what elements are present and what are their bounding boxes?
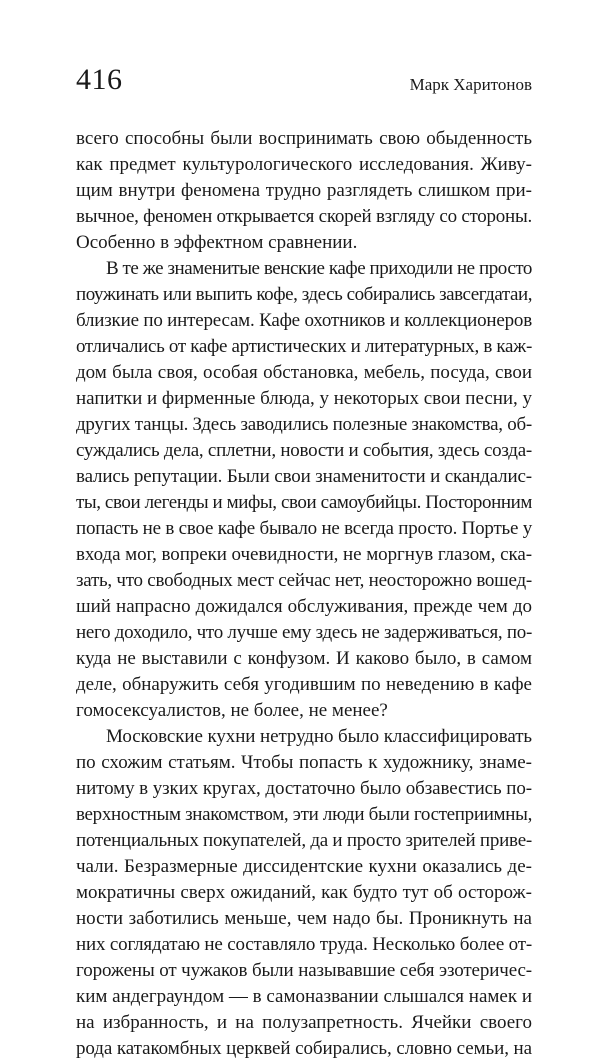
text-line: гомосексуалистов, не более, не менее? [76,700,388,721]
body-text [76,126,532,1062]
text-line: мократичны сверх ожиданий, как будто тут об осторож- [76,882,532,903]
text-line: потенциальных покупателей, да и просто зрителей привe- [76,830,532,851]
text-line: него доходило, что лучше ему здесь не задерживаться, по- [76,622,532,643]
text-line: ты, свои легенды и мифы, свои самоубийцы. Посторонним [76,492,533,513]
text-line: ший напрасно дожидался обслуживания, прежде чем до [76,596,532,617]
paragraph [76,724,532,1062]
text-line: чали. Безразмерные диссидентские кухни оказались де- [76,856,532,877]
text-line: попасть не в свое кафе бывало не всегда просто. Портье у [76,518,532,539]
text-line: щим внутри феномена трудно разглядеть слишком при- [76,180,532,201]
text-line: на избранность, и на полузапретность. Ячейки своего [76,1012,532,1033]
text-line: нитому в узких кругах, достаточно было обзавестись по- [76,778,533,799]
text-line: Московские кухни нетрудно было классифицировать [106,726,532,747]
text-line: Особенно в эффектном сравнении. [76,232,358,253]
text-line: горожены от чужаков были называвшие себя эзотеричес- [76,960,532,981]
text-line: зать, что свободных мест сейчас нет, неосторожно вошед- [76,570,532,591]
text-line: напитки и фирменные блюда, у некоторых свои песни, у [76,388,532,409]
text-line: дом была своя, особая обстановка, мебель, посуда, свои [76,362,532,383]
text-line: них соглядатаю не составляло труда. Несколько более от- [76,934,532,955]
text-line: рода катакомбных церквей собирались, словно семьи, на [76,1038,532,1059]
text-line: отличались от кафе артистических и литературных, в каж- [76,336,532,357]
text-line: куда не выставили с конфузом. И каково было, в самом [76,648,532,669]
running-head-author: Марк Харитонов [409,75,532,94]
text-line: поужинать или выпить кофе, здесь собирались завсегдатаи, [76,284,532,305]
text-line: всего способны были воспринимать свою обыденность [76,128,532,149]
text-line: как предмет культурологического исследования. Живу- [76,154,532,175]
page-header [76,62,532,102]
text-line: ности заботились меньше, чем надо бы. Проникнуть на [76,908,532,929]
text-line: по схожим статьям. Чтобы попасть к художнику, знаме- [76,752,532,773]
page-number: 416 [76,63,123,96]
text-line: входа мог, вопреки очевидности, не моргнув глазом, ска- [76,544,532,565]
text-line: вались репутации. Были свои знаменитости и скандалис- [76,466,532,487]
text-line: В те же знаменитые венские кафе приходили не просто [106,258,532,279]
paragraph [76,126,532,256]
text-line: суждались дела, сплетни, новости и события, здесь созда- [76,440,532,461]
text-line: вычное, феномен открывается скорей взгляду со стороны. [76,206,532,227]
text-line: близкие по интересам. Кафе охотников и коллекционеров [76,310,532,331]
text-line: верхностным знакомством, эти люди были гостеприимны, [76,804,533,825]
paragraph [76,256,532,724]
text-line: ким андеграундом — в самоназвании слышался намек и [76,986,532,1007]
text-line: других танцы. Здесь заводились полезные знакомства, об- [76,414,532,435]
text-line: деле, обнаружить себя угодившим по неведению в кафе [76,674,532,695]
